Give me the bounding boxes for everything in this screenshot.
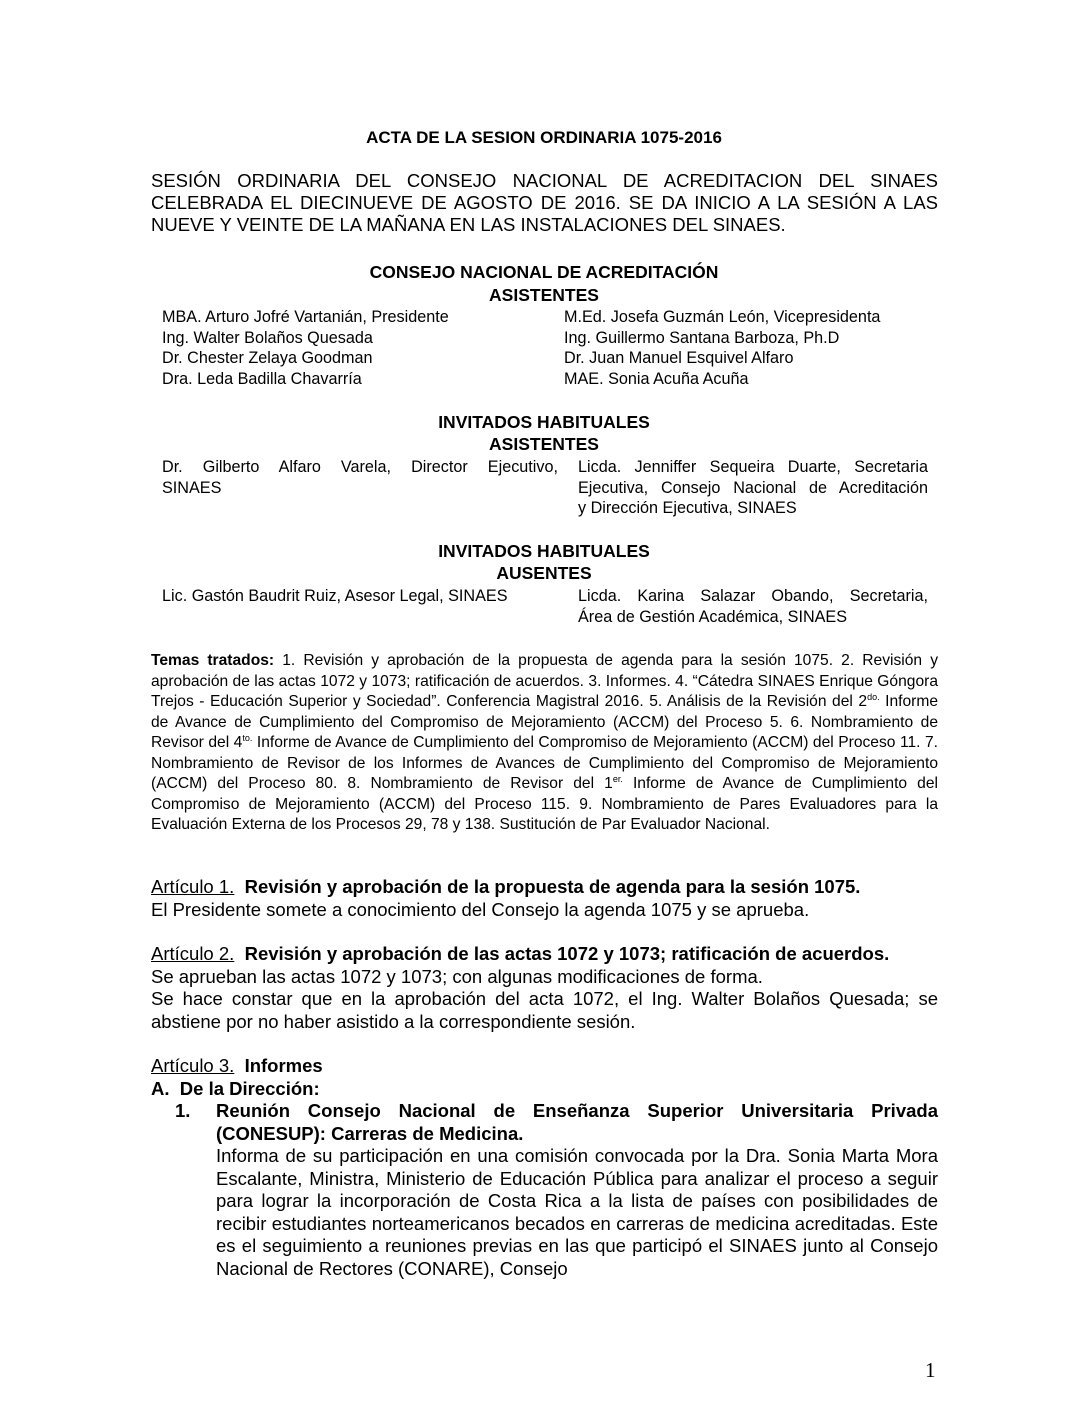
temas-text: 1. Revisión y aprobación de la propuesta de agenda para la sesión 1075. 2. Revisión y aprobación de las actas 1072 y 1073; ratificación de acuerdos. 3. Informes. 4. “Cátedra SINAES Enrique Góngora Trejos - Educación Superior y Sociedad”. Conferencia Magistral 2016. 5. Análisis de la Revisión del 2: [151, 652, 938, 710]
absent-line: Lic. Gastón Baudrit Ruiz, Asesor Legal, SINAES: [162, 587, 508, 605]
invitados-ausentes-left: [162, 586, 562, 607]
ordinal-superscript: to.: [242, 733, 253, 743]
article-body: Se aprueban las actas 1072 y 1073; con algunas modificaciones de forma.: [151, 965, 763, 987]
article-title: Revisión y aprobación de la propuesta de agenda para la sesión 1075.: [244, 876, 861, 897]
attendee-name: MAE. Sonia Acuña Acuña: [564, 369, 749, 388]
absent-line: Área de Gestión Académica, SINAES: [578, 607, 848, 626]
item-number: 1.: [175, 1100, 191, 1121]
ordinal-superscript: er.: [612, 774, 623, 784]
invitados-asistentes-right: [578, 457, 928, 519]
guest-line: Dr. Gilberto Alfaro Varela, Director Ejecutivo,: [162, 458, 558, 476]
temas-text: Informe de Avance de Cumplimiento del Compromiso de Mejoramiento (ACCM) del Proceso 115. 9. Nombramiento de Pares Evaluadores para la Evaluación Externa de los Procesos 29, 78 y 138. Sustitución de Par Evaluador Nacional.: [151, 775, 938, 833]
temas-text: Informe de Avance de Cumplimiento del Compromiso de Mejoramiento (ACCM) del Proceso 11. 7. Nombramiento de Revisor de los Informes de Avances de Cumplimiento del Compromiso de Mejoramiento (ACCM) del Proceso 80. 8. Nombramiento de Revisor del 1: [151, 734, 938, 792]
article-title: Revisión y aprobación de las actas 1072 y 1073; ratificación de acuerdos.: [244, 943, 890, 964]
articulo-1: [151, 876, 938, 921]
item-body: Informa de su participación en una comisión convocada por la Dra. Sonia Marta Mora Escalante, Ministra, Ministerio de Educación Pública para analizar el proceso a seguir para lograr la incorporación de Costa Rica a la lista de países con posibilidades de recibir estudiantes norteamericanos becados en carreras de medicina acreditadas. Este es el seguimiento a reuniones previas en las que participó el SINAES junto al Consejo Nacional de Rectores (CONARE), Consejo: [216, 1145, 938, 1279]
document-title: ACTA DE LA SESION ORDINARIA 1075-2016: [366, 128, 722, 147]
item-title: Reunión Consejo Nacional de Enseñanza Superior Universitaria Privada (CONESUP): Carreras de Medicina.: [216, 1100, 938, 1144]
invitados-ausentes-subheading: AUSENTES: [496, 563, 592, 583]
guest-line: Ejecutiva, Consejo Nacional de Acreditación: [578, 478, 928, 497]
invitados-asistentes-heading: INVITADOS HABITUALES: [438, 412, 650, 432]
section-heading: A. De la Dirección:: [151, 1077, 320, 1099]
consejo-right-list: [564, 307, 944, 389]
guest-line: Licda. Jenniffer Sequeira Duarte, Secretaria: [578, 458, 928, 476]
articulo-2: [151, 943, 938, 1033]
articulo-3: [151, 1055, 938, 1100]
consejo-heading: CONSEJO NACIONAL DE ACREDITACIÓN: [369, 262, 719, 282]
temas-tratados-paragraph: [151, 651, 938, 836]
invitados-asistentes-left: [162, 457, 558, 498]
temas-text: Informe de Avance de Cumplimiento del Compromiso de Mejoramiento (ACCM) del Proceso 5. 6. Nombramiento de Revisor del 4: [151, 693, 938, 751]
ordinal-superscript: do.: [867, 692, 880, 702]
article-title: Informes: [244, 1055, 323, 1076]
page-number: 1: [925, 1358, 936, 1382]
invitados-asistentes-subheading: ASISTENTES: [489, 434, 599, 454]
article-label: Artículo 3.: [151, 1055, 235, 1076]
attendee-name: Dr. Juan Manuel Esquivel Alfaro: [564, 349, 794, 367]
attendee-name: Ing. Walter Bolaños Quesada: [162, 328, 373, 347]
guest-line: y Dirección Ejecutiva, SINAES: [578, 499, 797, 517]
guest-line: SINAES: [162, 478, 222, 497]
temas-label: Temas tratados:: [151, 652, 275, 669]
session-intro: SESIÓN ORDINARIA DEL CONSEJO NACIONAL DE ACREDITACION DEL SINAES CELEBRADA EL DIECINUEVE DE AGOSTO DE 2016. SE DA INICIO A LA SESIÓN A LAS NUEVE Y VEINTE DE LA MAÑANA EN LAS INSTALACIONES DEL SINAES.: [151, 170, 938, 235]
attendee-name: Dra. Leda Badilla Chavarría: [162, 369, 362, 388]
article-body: Se hace constar que en la aprobación del acta 1072, el Ing. Walter Bolaños Quesada; se abstiene por no haber asistido a la correspondiente sesión.: [151, 988, 938, 1032]
attendee-name: M.Ed. Josefa Guzmán León, Vicepresidenta: [564, 308, 881, 326]
consejo-subheading: ASISTENTES: [489, 285, 599, 305]
article-label: Artículo 2.: [151, 943, 235, 964]
attendee-name: Ing. Guillermo Santana Barboza, Ph.D: [564, 328, 840, 347]
article-body: El Presidente somete a conocimiento del Consejo la agenda 1075 y se aprueba.: [151, 898, 810, 920]
consejo-left-list: [162, 307, 552, 389]
attendee-name: MBA. Arturo Jofré Vartanián, Presidente: [162, 308, 449, 326]
article-label: Artículo 1.: [151, 876, 235, 897]
attendee-name: Dr. Chester Zelaya Goodman: [162, 349, 373, 367]
absent-line: Licda. Karina Salazar Obando, Secretaria,: [578, 587, 928, 605]
invitados-ausentes-right: [578, 586, 928, 627]
invitados-ausentes-heading: INVITADOS HABITUALES: [438, 541, 650, 561]
